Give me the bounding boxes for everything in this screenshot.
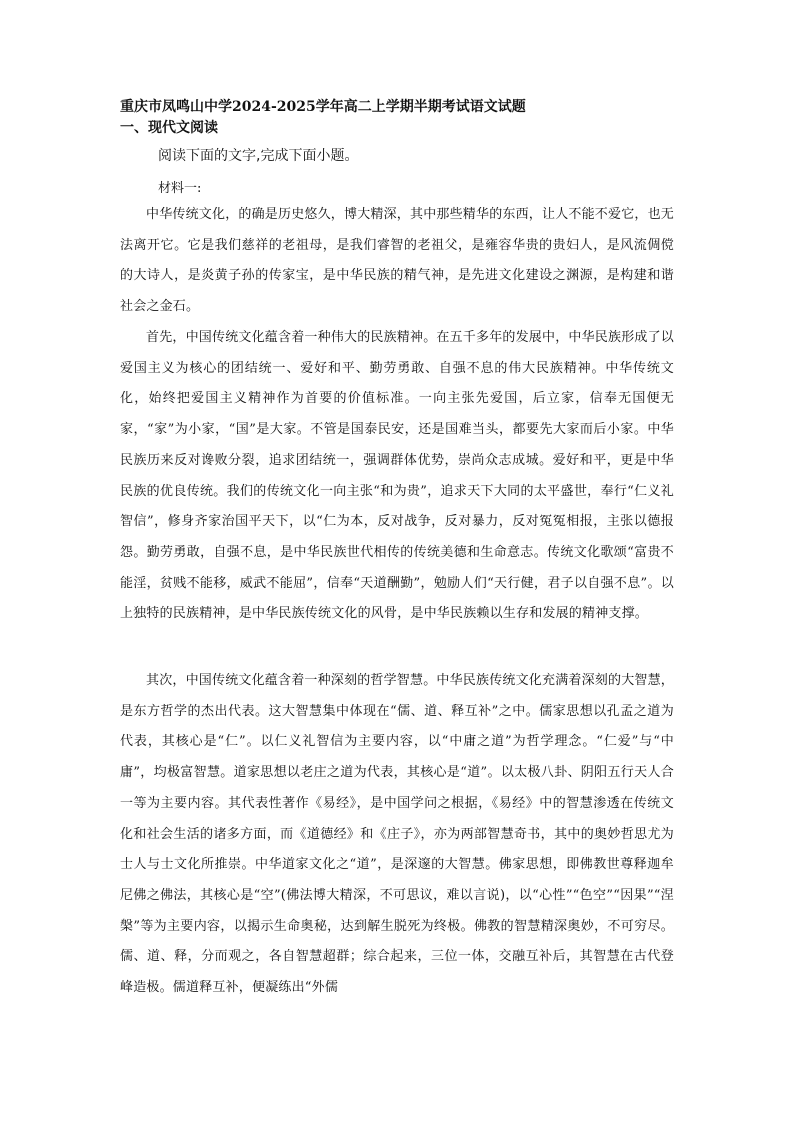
exam-title: 重庆市凤鸣山中学2024-2025学年高二上学期半期考试语文试题 [120, 99, 526, 115]
paragraph-3: 其次，中国传统文化蕴含着一种深刻的哲学智慧。中华民族传统文化充满着深刻的大智慧，是东方哲学的杰出代表。这大智慧集中体现在“儒、道、释互补”之中。儒家思想以孔孟之道为代表，其核心是“仁”。以仁义礼智信为主要内容，以“中庸之道”为哲学理念。“仁爱”与“中庸”，均极富智慧。道家思想以老庄之道为代表，其核心是“道”。以太极八卦、阴阳五行天人合一等为主要内容。其代表性著作《易经》，是中国学问之根据，《易经》中的智慧渗透在传统文化和社会生活的诸多方面，而《道德经》和《庄子》，亦为两部智慧奇书，其中的奥妙哲思尤为士人与士文化所推崇。中华道家文化之“道”，是深邃的大智慧。佛家思想，即佛教世尊释迦牟尼佛之佛法，其核心是“空”(佛法博大精深，不可思议，难以言说)，以“心性”“色空”“因果”“涅槃”等为主要内容，以揭示生命奥秘，达到解生脱死为终极。佛教的智慧精深奥妙，不可穷尽。儒、道、释，分而观之，各自智慧超群；综合起来，三位一体，交融互补后，其智慧在古代登峰造极。儒道释互补，便凝练出“外儒 [120, 673, 675, 996]
material-label: 材料一: [158, 181, 202, 196]
reading-instruction: 阅读下面的文字,完成下面小题。 [158, 148, 359, 164]
paragraph-2: 首先，中国传统文化蕴含着一种伟大的民族精神。在五千多年的发展中，中华民族形成了以爱国主义为核心的团结统一、爱好和平、勤劳勇敢、自强不息的伟大民族精神。中华传统文化，始终把爱国主义精神作为首要的价值标准。一向主张先爱国，后立家，信奉无国便无家，“家”为小家，“国”是大家。不管是国泰民安，还是国难当头，都要先大家而后小家。中华民族历来反对谗败分裂，追求团结统一，强调群体优势，崇尚众志成城。爱好和平，更是中华民族的优良传统。我们的传统文化一向主张“和为贵”，追求天下大同的太平盛世，奉行“仁义礼智信”，修身齐家治国平天下，以“仁为本，反对战争，反对暴力，反对冤冤相报，主张以德报怨。勤劳勇敢，自强不息，是中华民族世代相传的传统美德和生命意志。传统文化歌颂“富贵不能淫，贫贱不能移，威武不能屈”，信奉“天道酬勤”，勉励人们“天行健，君子以自强不息”。以上独特的民族精神，是中华民族传统文化的风骨，是中华民族赖以生存和发展的精神支撑。 [120, 330, 675, 622]
paragraph-1: 中华传统文化，的确是历史悠久，博大精深，其中那些精华的东西，让人不能不爱它，也无法离开它。它是我们慈祥的老祖母，是我们睿智的老祖父，是雍容华贵的贵妇人，是风流倜傥的大诗人，是炎黄子孙的传家宝，是中华民族的精气神，是先进文化建设之渊源，是构建和谐社会之金石。 [120, 207, 675, 315]
section-heading: 一、现代文阅读 [120, 120, 218, 136]
